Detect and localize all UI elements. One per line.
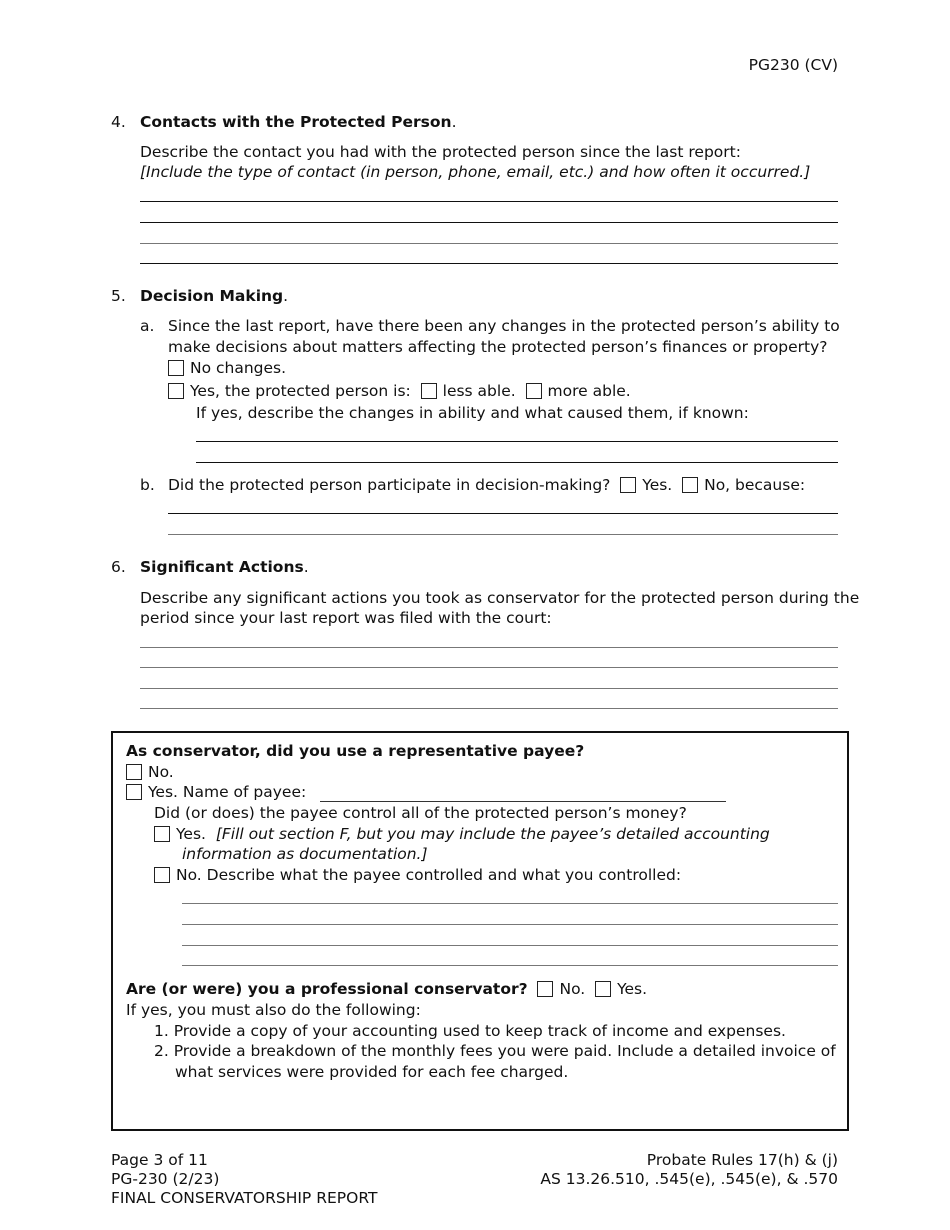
form-code: PG230 (CV) <box>748 56 838 74</box>
less-able-checkbox[interactable] <box>421 383 437 399</box>
control-yes-note-line2: information as documentation.] <box>182 845 428 863</box>
answer-line[interactable] <box>140 708 838 709</box>
participation-yes-checkbox[interactable] <box>620 477 636 493</box>
section-5-title: Decision Making <box>140 287 284 305</box>
answer-line[interactable] <box>168 534 838 535</box>
footer-form-version: PG-230 (2/23) <box>111 1170 220 1188</box>
participation-question: Did the protected person participate in decision-making? <box>168 476 611 494</box>
section-4-heading: Contacts with the Protected Person. <box>140 113 457 131</box>
payee-control-question: Did (or does) the payee control all of the protected person’s money? <box>154 804 687 822</box>
section-5a-question-line1: Since the last report, have there been any changes in the protected person’s ability to <box>168 317 840 335</box>
answer-line[interactable] <box>140 688 838 689</box>
yes-changed-checkbox[interactable] <box>168 383 184 399</box>
answer-line[interactable] <box>140 222 838 223</box>
professional-no-label: No. <box>559 980 586 998</box>
participation-no-label: No, because: <box>704 476 806 494</box>
no-changes-label: No changes. <box>190 359 287 377</box>
section-6-description-line1: Describe any significant actions you took as conservator for the protected person during the <box>140 589 860 607</box>
control-yes-note-line1: [Fill out section F, but you may include the payee’s detailed accounting <box>215 825 770 843</box>
payee-no-checkbox[interactable] <box>126 764 142 780</box>
answer-line[interactable] <box>196 462 838 463</box>
answer-line[interactable] <box>140 263 838 264</box>
ability-changed-option <box>168 382 631 400</box>
control-yes-checkbox[interactable] <box>154 826 170 842</box>
participation-question-row <box>168 476 805 494</box>
no-changes-option <box>168 359 286 377</box>
professional-item-2-line1: 2. Provide a breakdown of the monthly fees you were paid. Include a detailed invoice of <box>154 1042 836 1060</box>
footer-statutes: AS 13.26.510, .545(e), .545(e), & .570 <box>540 1170 838 1188</box>
section-4-note: [Include the type of contact (in person, phone, email, etc.) and how often it occurred.] <box>140 163 811 181</box>
footer-form-title: FINAL CONSERVATORSHIP REPORT <box>111 1189 378 1207</box>
payee-name-field[interactable] <box>320 801 726 802</box>
control-no-label: No. Describe what the payee controlled and what you controlled: <box>176 866 682 884</box>
answer-line[interactable] <box>140 647 838 648</box>
control-yes-option <box>154 825 770 843</box>
section-6-heading: Significant Actions. <box>140 558 309 576</box>
control-no-checkbox[interactable] <box>154 867 170 883</box>
professional-yes-checkbox[interactable] <box>595 981 611 997</box>
payee-question: As conservator, did you use a representative payee? <box>126 742 585 760</box>
payee-yes-checkbox[interactable] <box>126 784 142 800</box>
section-5-heading: Decision Making. <box>140 287 289 305</box>
answer-line[interactable] <box>182 965 838 966</box>
professional-item-2-line2: what services were provided for each fee charged. <box>175 1063 569 1081</box>
control-no-option <box>154 866 681 884</box>
answer-line[interactable] <box>182 924 838 925</box>
section-6-description-line2: period since your last report was filed with the court: <box>140 609 552 627</box>
control-yes-label: Yes. <box>176 825 206 843</box>
payee-yes-label: Yes. Name of payee: <box>148 783 307 801</box>
footer-probate-rules: Probate Rules 17(h) & (j) <box>646 1151 838 1169</box>
professional-yes-label: Yes. <box>617 980 648 998</box>
section-5a-letter: a. <box>140 317 155 335</box>
section-6-number: 6. <box>111 558 126 576</box>
answer-line[interactable] <box>140 667 838 668</box>
professional-if-yes: If yes, you must also do the following: <box>126 1001 421 1019</box>
professional-question: Are (or were) you a professional conservator? <box>126 980 528 998</box>
section-5b-letter: b. <box>140 476 155 494</box>
answer-line[interactable] <box>182 903 838 904</box>
participation-yes-label: Yes. <box>642 476 673 494</box>
answer-line[interactable] <box>140 243 838 244</box>
payee-no-option <box>126 763 174 781</box>
section-4-title: Contacts with the Protected Person <box>140 113 452 131</box>
describe-changes-instruction: If yes, describe the changes in ability and what caused them, if known: <box>196 404 749 422</box>
less-able-label: less able. <box>442 382 516 400</box>
answer-line[interactable] <box>168 513 838 514</box>
answer-line[interactable] <box>182 945 838 946</box>
more-able-label: more able. <box>547 382 631 400</box>
section-5-number: 5. <box>111 287 126 305</box>
section-4-instruction: Describe the contact you had with the protected person since the last report: <box>140 143 741 161</box>
section-4-number: 4. <box>111 113 126 131</box>
answer-line[interactable] <box>140 201 838 202</box>
section-6-title: Significant Actions <box>140 558 304 576</box>
professional-item-1: 1. Provide a copy of your accounting used to keep track of income and expenses. <box>154 1022 786 1040</box>
footer-page-number: Page 3 of 11 <box>111 1151 208 1169</box>
answer-line[interactable] <box>196 441 838 442</box>
participation-no-checkbox[interactable] <box>682 477 698 493</box>
professional-question-row <box>126 980 647 998</box>
yes-changed-label: Yes, the protected person is: <box>190 382 411 400</box>
payee-no-label: No. <box>148 763 174 781</box>
professional-no-checkbox[interactable] <box>537 981 553 997</box>
section-5a-question-line2: make decisions about matters affecting the protected person’s finances or property? <box>168 338 828 356</box>
no-changes-checkbox[interactable] <box>168 360 184 376</box>
payee-yes-option <box>126 783 306 801</box>
more-able-checkbox[interactable] <box>526 383 542 399</box>
